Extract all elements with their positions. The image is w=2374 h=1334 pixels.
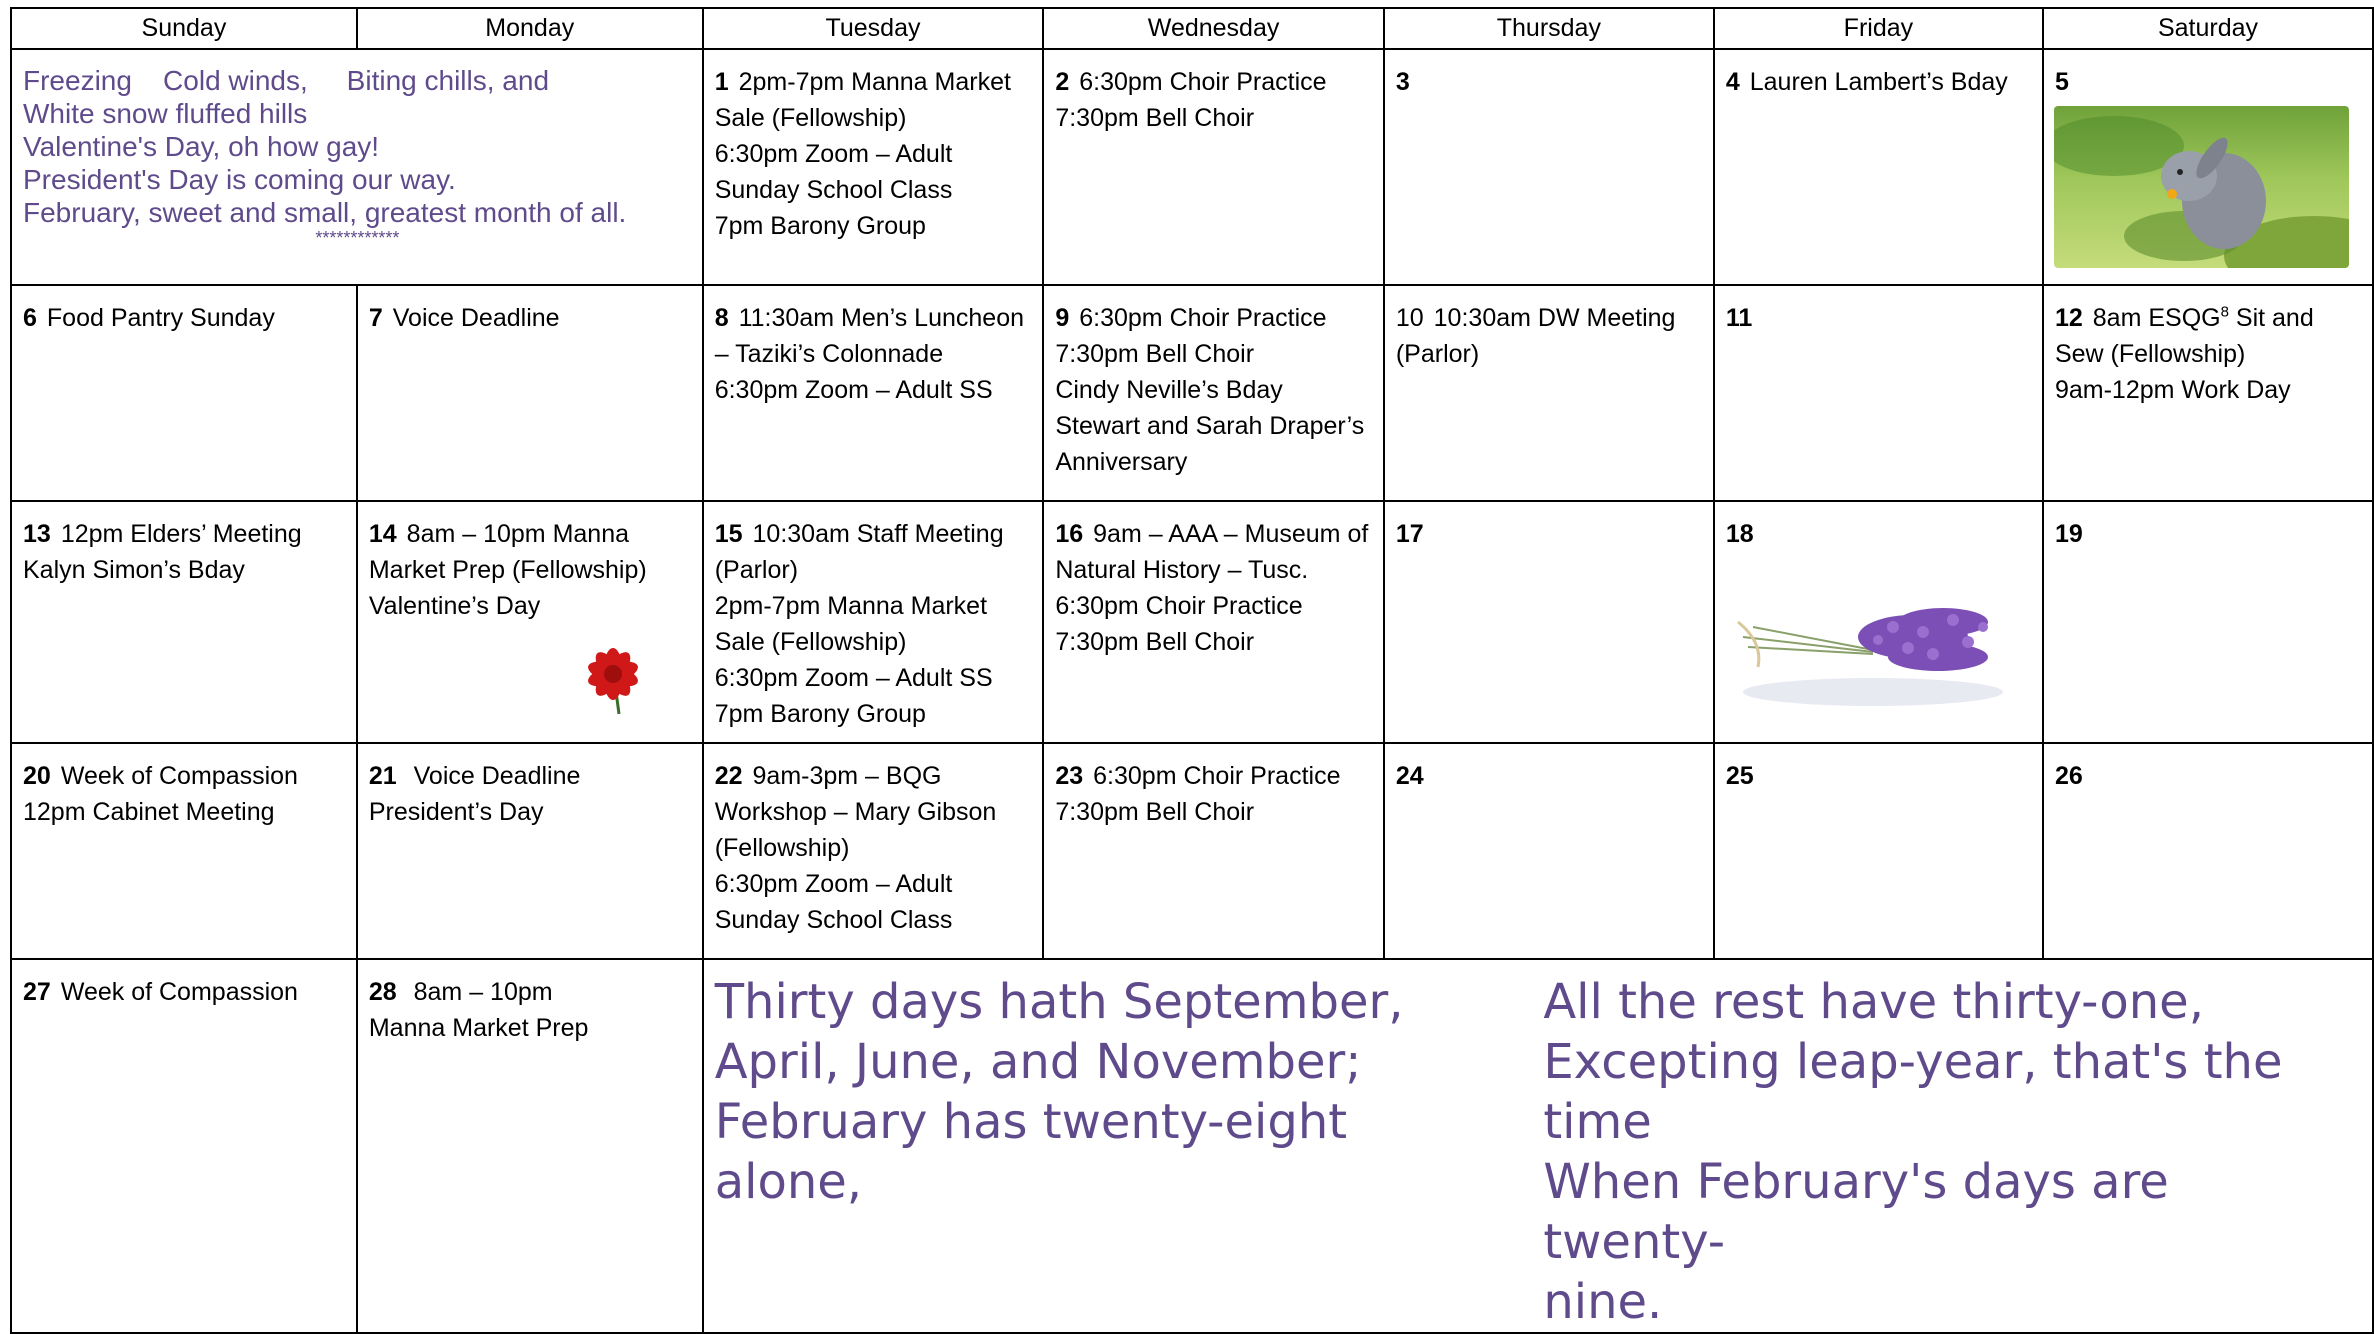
- day-cell[interactable]: [1384, 285, 1714, 501]
- day-cell[interactable]: [1384, 743, 1714, 959]
- footnote-marker: 8: [2220, 303, 2229, 321]
- day-cell[interactable]: [2043, 285, 2373, 501]
- day-number: 28: [368, 978, 397, 1006]
- day-number: 16: [1055, 520, 1084, 548]
- day-cell[interactable]: [2043, 501, 2373, 743]
- poem-line: February, sweet and small, greatest month of all.: [23, 197, 627, 228]
- red-flower-image: [573, 634, 653, 714]
- day-number: 21: [368, 762, 397, 790]
- day-events: 11:30am Men’s Luncheon – Taziki’s Colonnade 6:30pm Zoom – Adult SS: [714, 304, 1024, 404]
- header-sunday: Sunday: [11, 8, 357, 49]
- day-cell[interactable]: [1384, 501, 1714, 743]
- day-cell[interactable]: [1714, 501, 2043, 743]
- day-events: 8am – 10pm Manna Market Prep (Fellowship) Valentine’s Day: [368, 520, 647, 620]
- day-events: Lauren Lambert’s Bday: [1749, 68, 2008, 96]
- day-cell[interactable]: [1043, 501, 1384, 743]
- day-events: Food Pantry Sunday: [46, 304, 275, 332]
- rhyme-line: nine.: [1543, 1274, 1663, 1330]
- day-number: 2: [1055, 68, 1070, 96]
- rhyme-line: Excepting leap-year, that's the time: [1543, 1034, 2283, 1150]
- february-calendar: [10, 7, 2374, 1334]
- day-cell[interactable]: [703, 743, 1044, 959]
- day-cell[interactable]: [703, 501, 1044, 743]
- header-friday: Friday: [1714, 8, 2043, 49]
- day-number: 22: [714, 762, 743, 790]
- february-poem-cell: [11, 49, 703, 285]
- week-row-4: [11, 743, 2373, 959]
- bunny-image: [2054, 106, 2349, 268]
- rhyme-right-column: [1543, 972, 2372, 1332]
- rhyme-left-column: [715, 972, 1544, 1332]
- day-number: 20: [23, 762, 51, 790]
- rhyme-line: February has twenty-eight: [714, 1094, 1348, 1150]
- day-number: 13: [23, 520, 51, 548]
- day-cell[interactable]: [11, 501, 357, 743]
- day-events: 6:30pm Choir Practice 7:30pm Bell Choir: [1055, 68, 1327, 132]
- day-number: 6: [23, 304, 37, 332]
- poem-line: President's Day is coming our way.: [23, 164, 456, 195]
- poem-line: Freezing Cold winds, Biting chills, and: [23, 65, 550, 96]
- day-cell[interactable]: [357, 285, 703, 501]
- day-events: Week of Compassion 12pm Cabinet Meeting: [23, 762, 298, 826]
- day-number: 19: [2054, 520, 2083, 548]
- day-events: Voice Deadline President’s Day: [368, 762, 581, 826]
- day-events: 10:30am Staff Meeting (Parlor) 2pm-7pm Manna Market Sale (Fellowship) 6:30pm Zoom – Adult SS 7pm Barony Group: [714, 520, 1004, 728]
- rhyme-line: alone,: [714, 1154, 863, 1210]
- poem-stars: ************: [315, 228, 400, 248]
- day-events: 9am – AAA – Museum of Natural History – Tusc. 6:30pm Choir Practice 7:30pm Bell Choir: [1055, 520, 1369, 656]
- day-number: 26: [2054, 762, 2083, 790]
- poem-line: White snow fluffed hills: [23, 98, 308, 129]
- day-number: 14: [368, 520, 397, 548]
- day-events: 6:30pm Choir Practice 7:30pm Bell Choir Cindy Neville’s Bday Stewart and Sarah Draper’s Anniversary: [1055, 304, 1365, 476]
- day-events: 8am ESQG: [2092, 304, 2221, 332]
- day-cell[interactable]: [357, 743, 703, 959]
- day-events: 10:30am DW Meeting (Parlor): [1395, 304, 1676, 368]
- day-cell[interactable]: [2043, 49, 2373, 285]
- day-number: 15: [714, 520, 743, 548]
- rhyme-line: April, June, and November;: [714, 1034, 1362, 1090]
- poem-line: Valentine's Day, oh how gay!: [23, 131, 380, 162]
- day-events: 9am-3pm – BQG Workshop – Mary Gibson (Fellowship) 6:30pm Zoom – Adult Sunday School Class: [714, 762, 997, 934]
- day-cell[interactable]: [357, 959, 703, 1333]
- day-number: 8: [714, 304, 729, 332]
- day-number: 10: [1395, 304, 1424, 332]
- day-number: 17: [1395, 520, 1424, 548]
- header-thursday: Thursday: [1384, 8, 1714, 49]
- day-number: 3: [1395, 68, 1410, 96]
- day-cell[interactable]: [11, 285, 357, 501]
- rhyme-line: All the rest have thirty-one,: [1543, 974, 2204, 1030]
- day-number: 18: [1725, 520, 1754, 548]
- day-cell[interactable]: [1043, 743, 1384, 959]
- day-events: 2pm-7pm Manna Market Sale (Fellowship) 6:30pm Zoom – Adult Sunday School Class 7pm Barony Group: [714, 68, 1011, 240]
- day-number: 1: [714, 68, 729, 96]
- lavender-bouquet-image: [1723, 582, 2013, 717]
- week-row-1: [11, 49, 2373, 285]
- day-events: 12pm Elders’ Meeting Kalyn Simon’s Bday: [23, 520, 302, 584]
- month-rhyme-cell: [703, 959, 2373, 1333]
- day-cell[interactable]: [703, 285, 1044, 501]
- february-poem: [12, 50, 702, 247]
- day-events: Week of Compassion: [60, 978, 298, 1006]
- month-rhyme: [704, 960, 2372, 1332]
- day-events-continued: Sit and Sew (Fellowship) 9am-12pm Work Day: [2054, 304, 2314, 404]
- day-cell[interactable]: [1714, 743, 2043, 959]
- day-number: 7: [368, 304, 383, 332]
- day-events: 6:30pm Choir Practice 7:30pm Bell Choir: [1055, 762, 1341, 826]
- day-events: Voice Deadline: [392, 304, 560, 332]
- day-cell[interactable]: [11, 743, 357, 959]
- week-row-5: [11, 959, 2373, 1333]
- day-number: 9: [1055, 304, 1070, 332]
- day-cell[interactable]: [1714, 49, 2043, 285]
- day-number: 4: [1725, 68, 1740, 96]
- day-number: 23: [1055, 762, 1084, 790]
- weekday-header-row: [11, 8, 2373, 49]
- rhyme-line: When February's days are twenty-: [1543, 1154, 2169, 1270]
- day-cell[interactable]: [1714, 285, 2043, 501]
- day-number: 11: [1725, 304, 1753, 332]
- header-monday: Monday: [357, 8, 703, 49]
- header-tuesday: Tuesday: [703, 8, 1044, 49]
- day-cell[interactable]: [2043, 743, 2373, 959]
- day-number: 25: [1725, 762, 1754, 790]
- day-number: 27: [23, 978, 51, 1006]
- rhyme-line: Thirty days hath September,: [714, 974, 1404, 1030]
- day-cell[interactable]: [1384, 49, 1714, 285]
- day-cell[interactable]: [1043, 285, 1384, 501]
- day-cell[interactable]: [703, 49, 1044, 285]
- week-row-3: [11, 501, 2373, 743]
- day-number: 5: [2054, 68, 2069, 96]
- day-cell[interactable]: [357, 501, 703, 743]
- day-number: 12: [2054, 304, 2083, 332]
- day-events: 8am – 10pm Manna Market Prep: [368, 978, 589, 1042]
- day-number: 24: [1395, 762, 1424, 790]
- day-cell[interactable]: [1043, 49, 1384, 285]
- header-wednesday: Wednesday: [1043, 8, 1384, 49]
- header-saturday: Saturday: [2043, 8, 2373, 49]
- day-cell[interactable]: [11, 959, 357, 1333]
- week-row-2: [11, 285, 2373, 501]
